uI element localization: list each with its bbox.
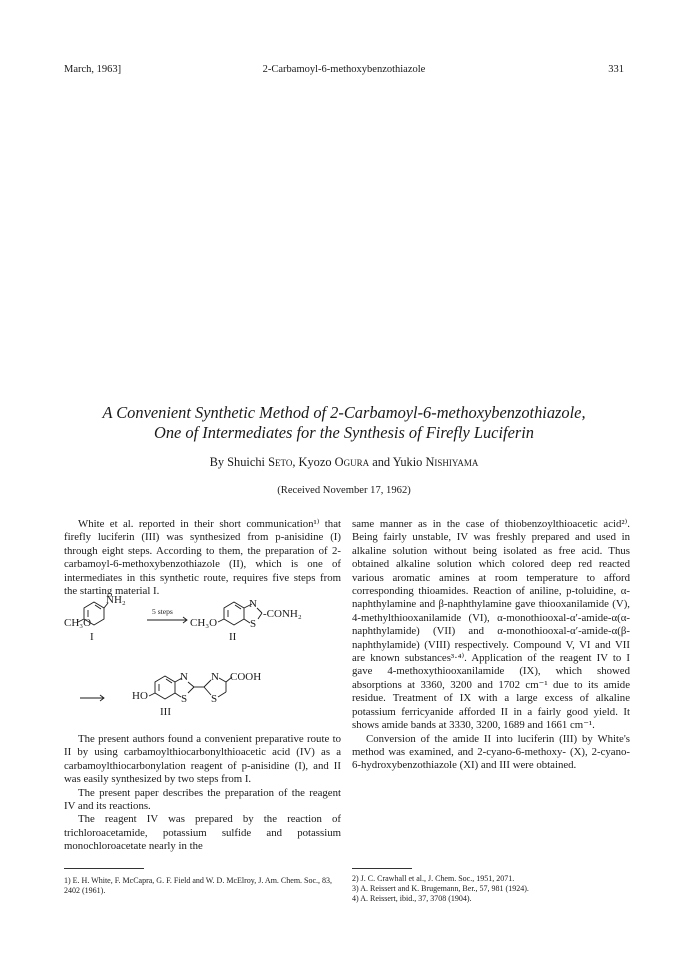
received-date: (Received November 17, 1962) (277, 485, 411, 496)
author-sep-1: , Kyozo (292, 455, 335, 469)
right-column (352, 518, 630, 773)
left-column-top (64, 518, 341, 598)
bond-iii-10 (219, 678, 226, 682)
footnote-3: 3) A. Reissert and K. Brugemann, Ber., 57, 981 (1924). (352, 884, 529, 893)
benzene-ring-III (155, 676, 175, 699)
label-ho: HO (132, 690, 148, 702)
page-number: 331 (608, 64, 624, 75)
footnote-rule-right (352, 868, 412, 869)
author-3-surname: Nishiyama (425, 455, 479, 469)
author-line (0, 455, 688, 470)
author-sep-2: and Yukio (369, 455, 426, 469)
header-date: March, 1963] (64, 64, 122, 75)
paragraph-describes: The present paper describes the preparation of the reagent IV and its reactions. (64, 786, 341, 813)
label-ch3o-1: CH₃O (64, 617, 92, 629)
bond-ii-4 (257, 608, 262, 613)
footnotes-right (352, 874, 630, 904)
label-s-II: S (250, 618, 257, 630)
label-n-III-2: N (211, 671, 219, 683)
left-column-bottom (64, 733, 341, 854)
paragraph-intro: White et al. reported in their short communication¹⁾ that firefly luciferin (III) was synthesized from p-anisidine (I) through eight steps. According to them, the preparation of 2-carbamoyl-6-methoxybenzothiazole (II), which is one of intermediates in this synthetic route, requires five steps from the starting material I. (64, 518, 341, 598)
reaction-scheme (64, 596, 341, 733)
bond-iii-9 (204, 687, 211, 695)
bond-iii-8 (204, 680, 211, 687)
label-steps: 5 steps (152, 607, 173, 616)
paragraph-conversion: Conversion of the amide II into luciferin (III) by White's method was examined, and 2-cyano-6-methoxy- (X), 2-cyano-6-hydroxybenzothiazole (XI) and III were obtained. (352, 732, 630, 772)
running-title: 2-Carbamoyl-6-methoxybenzothiazole (262, 64, 426, 75)
footnotes-left (64, 876, 341, 896)
label-cooh: COOH (230, 671, 262, 683)
footnote-1: 1) E. H. White, F. McCapra, G. F. Field and W. D. McElroy, J. Am. Chem. Soc., 83, 2402 (1961). (64, 876, 333, 895)
label-s-III-1: S (181, 693, 188, 705)
label-n-II: N (249, 598, 257, 610)
paragraph-continued: same manner as in the case of thiobenzoylthioacetic acid²⁾. Being fairly unstable, IV was freshly prepared and used in alkaline solution without being isolated as free acid. Thus obtained alkaline solution which colored deep red reacted various aromatic amines at room temperature to afford corresponding thioamides. Reaction of aniline, p-toluidine, α-naphthylamine and β-naphthylamine gave thiooxanilamide (V), 4-methylthiooxanilamide (VI), α-monothiooxal-α′-amide-α(α-naphthylamide) (VII) and α-monothiooxal-α′-amide-α(β-naphthylamide) (VIII) respectively. Compound V, VI and VII are known substances³·⁴⁾. Application of the reagent IV to I gave 4-methoxythiooxanilamide (IX), which showed absorptions at 3360, 3200 and 1702 cm⁻¹ due to its amide residue. Treatment of IX with a large excess of alkaline potassium ferricyanide afforded II in a fairly good yield. It shows amide bands at 3330, 3200, 1689 and 1661 cm⁻¹. (352, 518, 630, 732)
footnote-4: 4) A. Reissert, ibid., 37, 3708 (1904). (352, 894, 472, 903)
bond-iii-6 (188, 687, 194, 693)
footnote-2: 2) J. C. Crawhall et al., J. Chem. Soc., 1951, 2071. (352, 874, 515, 883)
compound-label-III: III (160, 706, 171, 718)
bond-iii-14 (149, 693, 155, 696)
bond-iii-5 (188, 682, 194, 687)
bond-ii-5 (258, 613, 262, 619)
paper-title (40, 403, 648, 443)
bond-iii-12 (218, 692, 226, 697)
paragraph-route: The present authors found a convenient preparative route to II by using carbamoylthiocarbonylthioacetic acid (IV) as a carbamoylthiocarbonylation reagent of p-anisidine (I), and II was easily synthesized by two steps from I. (64, 733, 341, 786)
paragraph-prepared: The reagent IV was prepared by the reaction of trichloroacetamide, potassium sulfide and potassium monochloroacetate nearly in the (64, 813, 341, 853)
author-1-surname: Seto (268, 455, 293, 469)
footnote-rule-left (64, 868, 144, 869)
label-conh2: -CONH₂ (263, 608, 302, 620)
author-2-surname: Ogura (334, 455, 370, 469)
label-s-III-2: S (211, 693, 218, 705)
paper-title-line-2: One of Intermediates for the Synthesis of Firefly Luciferin (154, 423, 534, 442)
compound-label-II: II (229, 631, 237, 643)
author-by: By Shuichi (209, 455, 269, 469)
bond-ii-7 (218, 619, 224, 622)
paper-title-line-1: A Convenient Synthetic Method of 2-Carbamoyl-6-methoxybenzothiazole, (102, 403, 586, 422)
compound-label-I: I (90, 631, 94, 643)
label-nh2: NH₂ (106, 596, 126, 606)
label-ch3o-2: CH₃O (190, 617, 218, 629)
label-n-III-1: N (180, 671, 188, 683)
benzene-ring-II (224, 602, 244, 625)
